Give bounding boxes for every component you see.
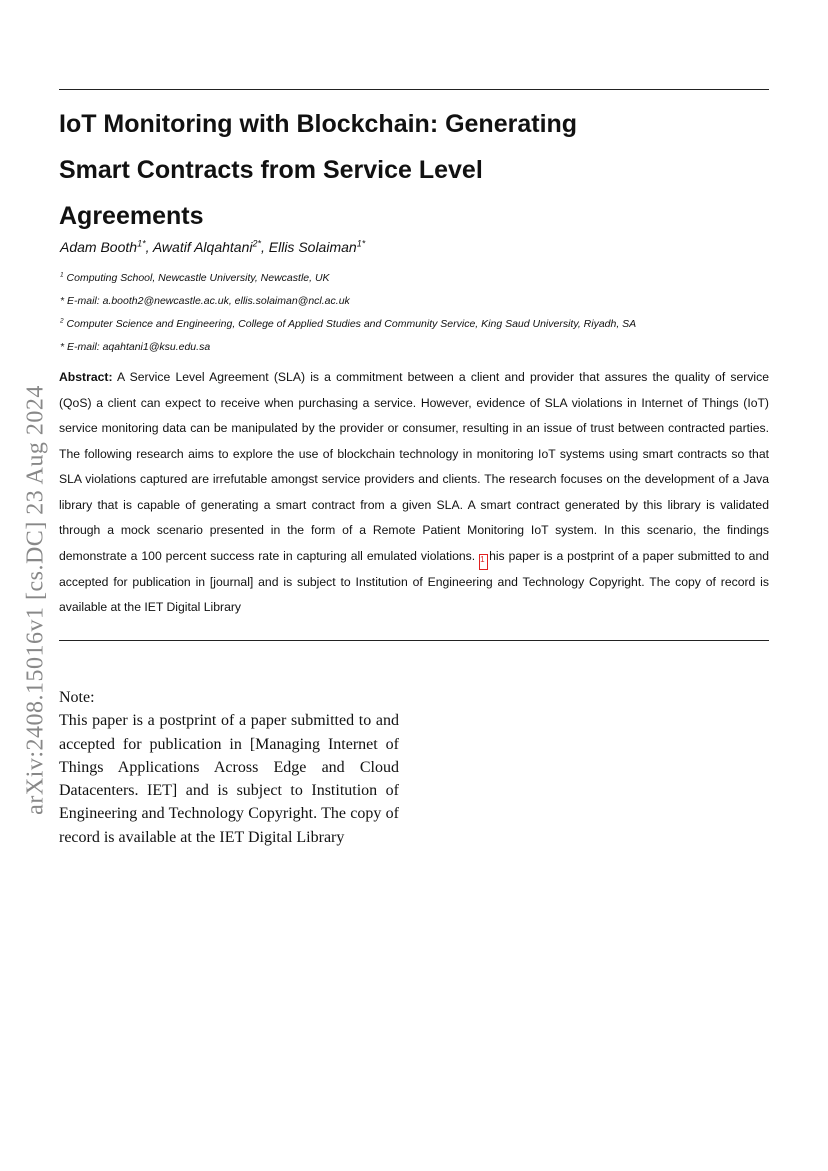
- affiliation-2: [60, 317, 636, 331]
- author-name: Adam Booth: [60, 239, 138, 255]
- author-affiliation-mark: 1*: [137, 238, 146, 249]
- abstract: [59, 365, 769, 621]
- bottom-rule: [59, 640, 769, 641]
- paper-title: IoT Monitoring with Blockchain: Generating Smart Contracts from Service Level Agreements: [59, 110, 578, 230]
- postprint-note: [59, 686, 399, 849]
- abstract-postscript: his paper is a postprint of a paper submitted to and accepted for publication in [journal] and is subject to Institution of Engineering and Technology Copyright. The copy of record is available at the IET Digital Library: [59, 548, 770, 614]
- author-affiliation-mark: 2*: [252, 238, 261, 249]
- author-name: Ellis Solaiman: [268, 239, 357, 255]
- affiliation-mark: 2: [60, 317, 64, 325]
- note-body: This paper is a postprint of a paper submitted to and accepted for publication in [Managing Internet of Things Applications Across Edge and Cloud Datacenters. IET] and is subject to Institution of Engineering and Technology Copyright. The copy of record is available at the IET Digital Library: [59, 712, 399, 846]
- email-line-2: * E-mail: aqahtani1@ksu.edu.sa: [60, 341, 211, 353]
- author-separator: ,: [260, 239, 269, 255]
- top-rule: [59, 89, 769, 90]
- affiliation-1: [60, 271, 330, 285]
- arxiv-identifier: arXiv:2408.15016v1 [cs.DC] 23 Aug 2024: [22, 385, 49, 815]
- abstract-body: A Service Level Agreement (SLA) is a commitment between a client and provider that assures the quality of service (QoS) a client can expect to receive when purchasing a service. However, evidence of SLA violations in Internet of Things (IoT) service monitoring data can be manipulated by the provider or consumer, resulting in an issue of trust between contracted parties. The following research aims to explore the use of blockchain technology in monitoring IoT systems using smart contracts so that SLA violations captured are irrefutable amongst service providers and clients. The research focuses on the development of a Java library that is capable of generating a smart contract from a given SLA. A smart contract generated by this library is validated through a mock scenario presented in the form of a Remote Patient Monitoring IoT system. In this scenario, the findings demonstrate a 100 percent success rate in capturing all emulated violations.: [59, 370, 769, 563]
- affiliation-text: Computing School, Newcastle University, Newcastle, UK: [66, 272, 330, 284]
- note-heading: Note:: [59, 689, 95, 706]
- affiliation-mark: 1: [60, 271, 64, 279]
- author-affiliation-mark: 1*: [356, 238, 366, 249]
- email-line-1: * E-mail: a.booth2@newcastle.ac.uk, ellis.solaiman@ncl.ac.uk: [60, 295, 350, 307]
- author-separator: ,: [145, 239, 153, 255]
- footnote-link[interactable]: 1: [479, 554, 488, 570]
- abstract-label: Abstract:: [59, 370, 113, 384]
- author-name: Awatif Alqahtani: [152, 239, 253, 255]
- affiliation-text: Computer Science and Engineering, College of Applied Studies and Community Service, King Saud University, Riyadh, SA: [66, 318, 637, 330]
- author-list: [60, 238, 365, 256]
